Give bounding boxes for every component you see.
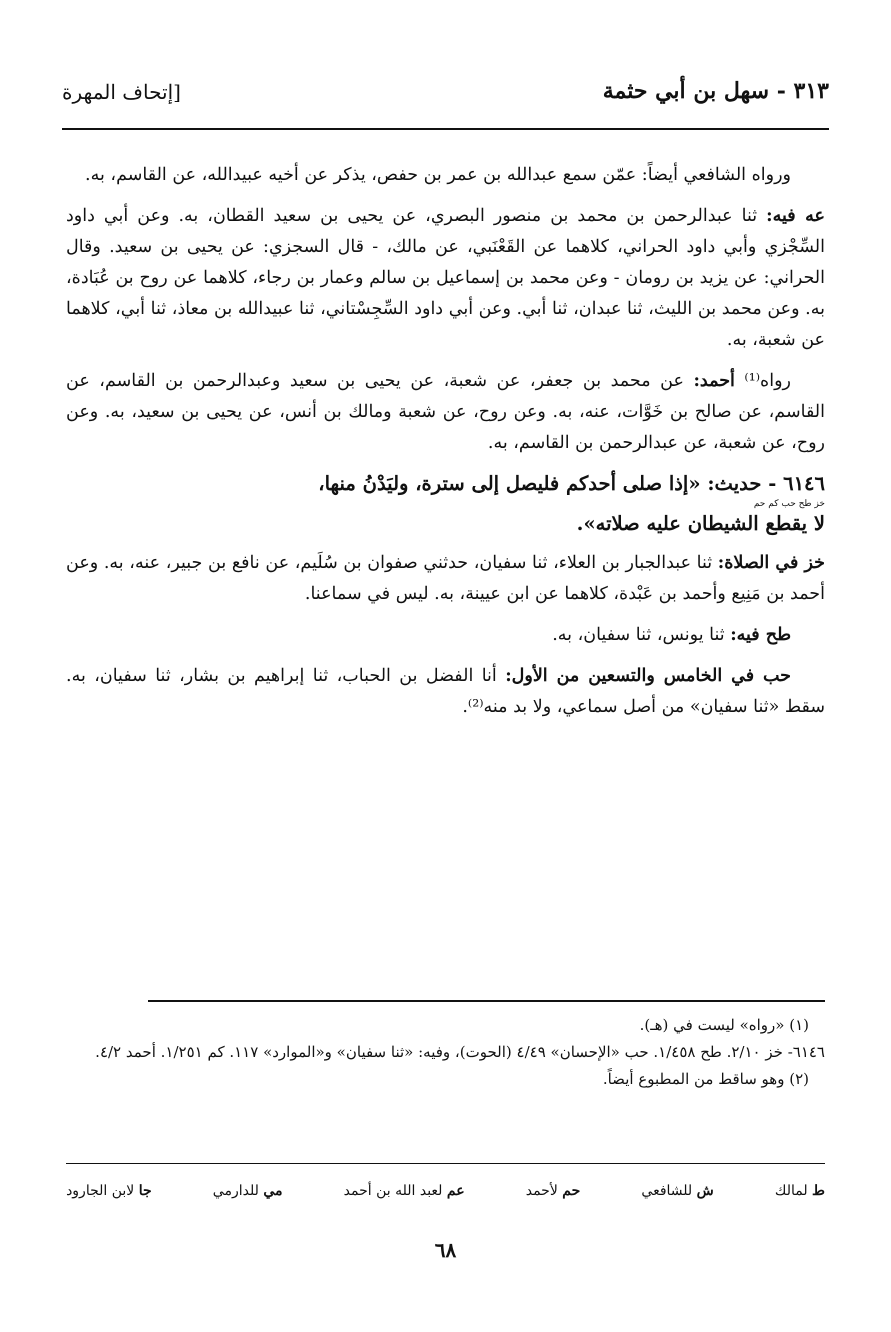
hadith-source-codes: خز طح حب كم حم — [753, 499, 825, 509]
abbreviation-rule — [66, 1163, 825, 1164]
footnote-2: (٢) وهو ساقط من المطبوع أيضاً. — [602, 1070, 809, 1088]
abbrev-item: حم لأحمد — [525, 1183, 581, 1199]
footnote-hadith-refs: ٦١٤٦- خز ٢/١٠. طح ١/٤٥٨. حب «الإحسان» ٤/٤٩ (الحوت)، وفيه: «ثنا سفيان» و«الموارد» ١١٧. كم ١/٢٥١. أحمد ٤/٢. — [95, 1043, 825, 1061]
paragraph-text: ثنا عبدالرحمن بن محمد بن منصور البصري، عن يحيى بن سعيد القطان، به. وعن أبي داود السِّجْزي وأبي داود الحراني، كلاهما عن القَعْنَبي، عن مالك، - قال السجزي: عن يحيى بن سعيد. وقال الحراني: عن يزيد بن رومان - وعن محمد بن إسماعيل بن سالم وعمار بن رجاء، كلاهما عن روح بن عُبَادة، به. وعن محمد بن الليث، ثنا عبدان، ثنا أبي. وعن أبي داود السِّجِسْتاني، ثنا عبيدالله بن معاذ، ثنا أبي، كلاهما عن شعبة، به. — [66, 206, 825, 350]
page-header — [62, 78, 829, 114]
paragraph-text: ثنا عبدالجبار بن العلاء، ثنا سفيان، حدثني صفوان بن سُلَيم، عن نافع بن جبير، عنه، به. وعن أحمد بن مَنِيع وأحمد بن عَبْدة، كلاهما عن ابن عيينة، به. ليس في سماعنا. — [66, 553, 825, 604]
paragraph-tahawi — [66, 620, 825, 651]
footnotes — [66, 1012, 825, 1093]
header-book-title: [إتحاف المهرة — [62, 80, 181, 104]
paragraph-hibban — [66, 661, 825, 723]
abbrev-item: ش للشافعي — [641, 1183, 714, 1199]
hadith-label: - حديث: — [707, 472, 777, 495]
hadith-text-1: «إذا صلى أحدكم فليصل إلى سترة، وليَدْنُ منها، — [318, 472, 701, 495]
abbrev-item: جا لابن الجارود — [66, 1183, 152, 1199]
paragraph-shafii — [66, 160, 825, 191]
source-label: أحمد: — [693, 371, 735, 391]
abbrev-item: عم لعبد الله بن أحمد — [343, 1183, 465, 1199]
paragraph-abu-awana — [66, 201, 825, 356]
paragraph-text: عن محمد بن جعفر، عن شعبة، عن يحيى بن سعيد وعبدالرحمن بن القاسم، عن القاسم، عن صالح بن خَوَّات، عنه، به. وعن روح، عن شعبة ومالك بن أنس، عن يحيى بن سعيد، به. وعن روح، عن شعبة، عن عبدالرحمن بن القاسم، به. — [66, 371, 825, 453]
main-text — [66, 160, 825, 733]
abbrev-item: ط لمالك — [774, 1183, 825, 1199]
header-rule — [62, 128, 829, 130]
source-label: عه فيه: — [766, 206, 825, 226]
abbrev-item: مي للدارمي — [212, 1183, 283, 1199]
page-number: ٦٨ — [434, 1238, 457, 1262]
hadith-number: ٦١٤٦ — [783, 472, 825, 495]
source-label: حب في الخامس والتسعين من الأول: — [505, 666, 791, 686]
footnote-1: (١) «رواه» ليست في (هـ). — [639, 1016, 809, 1034]
paragraph-text: أنا الفضل بن الحباب، ثنا إبراهيم بن بشار، ثنا سفيان، به. سقط «ثنا سفيان» من أصل سماعي، ولا بد منه⁽²⁾. — [66, 666, 825, 717]
paragraph-lead: رواه⁽¹⁾ — [734, 371, 791, 391]
hadith-heading — [66, 469, 825, 538]
source-label: خز في الصلاة: — [717, 553, 825, 573]
paragraph-ahmad — [66, 366, 825, 459]
paragraph-khuzayma — [66, 548, 825, 610]
paragraph-text: ورواه الشافعي أيضاً: عمّن سمع عبدالله بن عمر بن حفص، يذكر عن أخيه عبيدالله، عن القاسم، به. — [85, 165, 791, 185]
hadith-text-2: لا يقطع الشيطان عليه صلاته». — [576, 512, 825, 535]
paragraph-text: ثنا يونس، ثنا سفيان، به. — [552, 625, 731, 645]
source-label: طح فيه: — [730, 625, 791, 645]
footnote-rule — [148, 1000, 825, 1002]
hadith-line-1 — [66, 469, 825, 499]
abbreviation-key — [66, 1183, 825, 1199]
header-title: ٣١٣ - سهل بن أبي حثمة — [602, 78, 829, 104]
